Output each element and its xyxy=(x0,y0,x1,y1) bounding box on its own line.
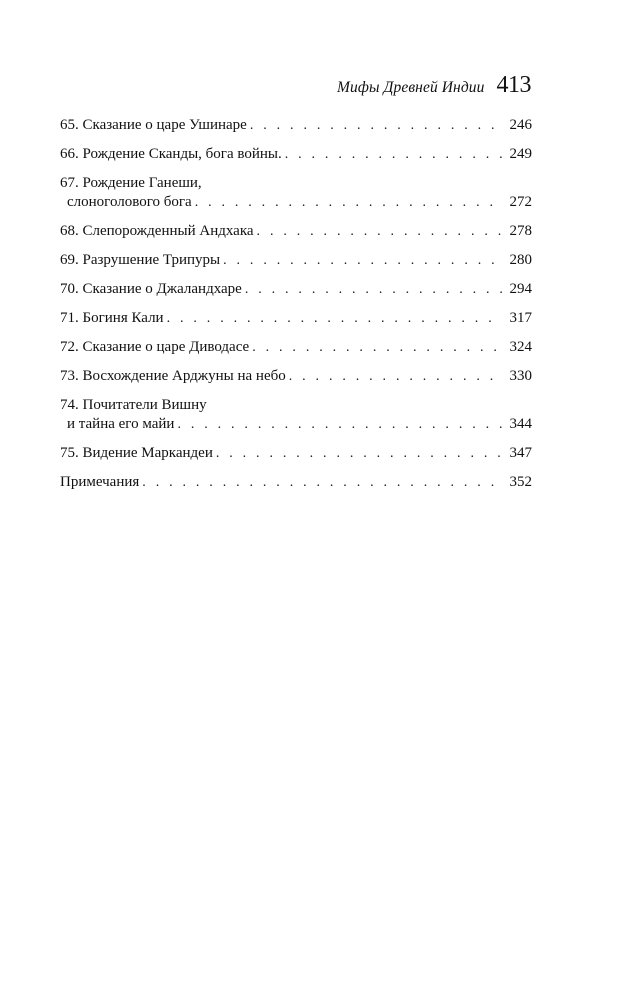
dot-leader xyxy=(223,251,502,270)
toc-entry xyxy=(60,396,532,434)
dot-leader xyxy=(250,116,502,135)
toc-entry-line xyxy=(60,280,532,299)
toc-entry xyxy=(60,116,532,135)
toc-entry-title: 69. Разрушение Трипуры xyxy=(60,252,221,268)
dot-leader xyxy=(245,280,502,299)
toc-entry-page: 249 xyxy=(509,146,532,162)
toc-entry-line xyxy=(60,473,532,492)
toc-entry-page: 280 xyxy=(509,252,532,268)
toc-entry-page: 344 xyxy=(509,416,532,432)
toc-entry-page: 272 xyxy=(509,194,532,210)
toc-entry xyxy=(60,174,532,212)
dot-leader xyxy=(142,473,502,492)
toc-entry-title: 75. Видение Маркандеи xyxy=(60,445,213,461)
toc-entry-title-continued: слоноголового бога xyxy=(67,194,192,210)
toc-entry-line xyxy=(60,251,532,270)
toc-entry-title: 72. Сказание о царе Диводасе xyxy=(60,339,250,355)
toc-entry-page: 330 xyxy=(509,368,532,384)
toc-entry-page: 246 xyxy=(509,117,532,133)
toc-entry-title: 73. Восхождение Арджуны на небо xyxy=(60,368,286,384)
toc-entry-title: 70. Сказание о Джаландхаре xyxy=(60,281,242,297)
toc-entry-line xyxy=(60,222,532,241)
toc-entry-title-continued: и тайна его майи xyxy=(67,416,175,432)
toc-entry xyxy=(60,309,532,328)
toc-entry-title: 68. Слепорожденный Андхака xyxy=(60,223,254,239)
toc-entry-page: 317 xyxy=(509,310,532,326)
toc-entry-line xyxy=(60,444,532,463)
toc-entry-line xyxy=(60,145,532,164)
toc-entry xyxy=(60,222,532,241)
toc-entry-line xyxy=(60,367,532,386)
running-title: Мифы Древней Индии xyxy=(337,79,485,96)
toc-entry-line xyxy=(60,116,532,135)
dot-leader xyxy=(195,193,502,212)
toc-entry xyxy=(60,473,532,492)
toc-entry-title: 66. Рождение Сканды, бога войны. xyxy=(60,146,282,162)
dot-leader xyxy=(289,367,502,386)
table-of-contents xyxy=(60,116,532,502)
toc-entry-title: 71. Богиня Кали xyxy=(60,310,164,326)
dot-leader xyxy=(285,145,502,164)
dot-leader xyxy=(257,222,502,241)
toc-entry xyxy=(60,338,532,357)
toc-entry-line xyxy=(60,309,532,328)
toc-entry-line xyxy=(60,338,532,357)
dot-leader xyxy=(177,415,502,434)
toc-entry-page: 324 xyxy=(509,339,532,355)
toc-entry xyxy=(60,444,532,463)
toc-entry-page: 278 xyxy=(509,223,532,239)
toc-entry-title: 67. Рождение Ганеши, xyxy=(60,175,202,191)
toc-entry-line xyxy=(60,415,532,434)
page-number: 413 xyxy=(496,72,531,98)
toc-entry-title: 65. Сказание о царе Ушинаре xyxy=(60,117,247,133)
toc-entry-title: Примечания xyxy=(60,474,140,490)
toc-entry-page: 347 xyxy=(509,445,532,461)
toc-entry-line xyxy=(60,193,532,212)
toc-entry-page: 294 xyxy=(509,281,532,297)
toc-entry xyxy=(60,251,532,270)
toc-entry-page: 352 xyxy=(509,474,532,490)
dot-leader xyxy=(252,338,502,357)
toc-entry xyxy=(60,280,532,299)
running-head xyxy=(337,72,531,99)
toc-entry xyxy=(60,145,532,164)
toc-entry-title: 74. Почитатели Вишну xyxy=(60,397,207,413)
dot-leader xyxy=(216,444,502,463)
toc-entry xyxy=(60,367,532,386)
dot-leader xyxy=(167,309,502,328)
